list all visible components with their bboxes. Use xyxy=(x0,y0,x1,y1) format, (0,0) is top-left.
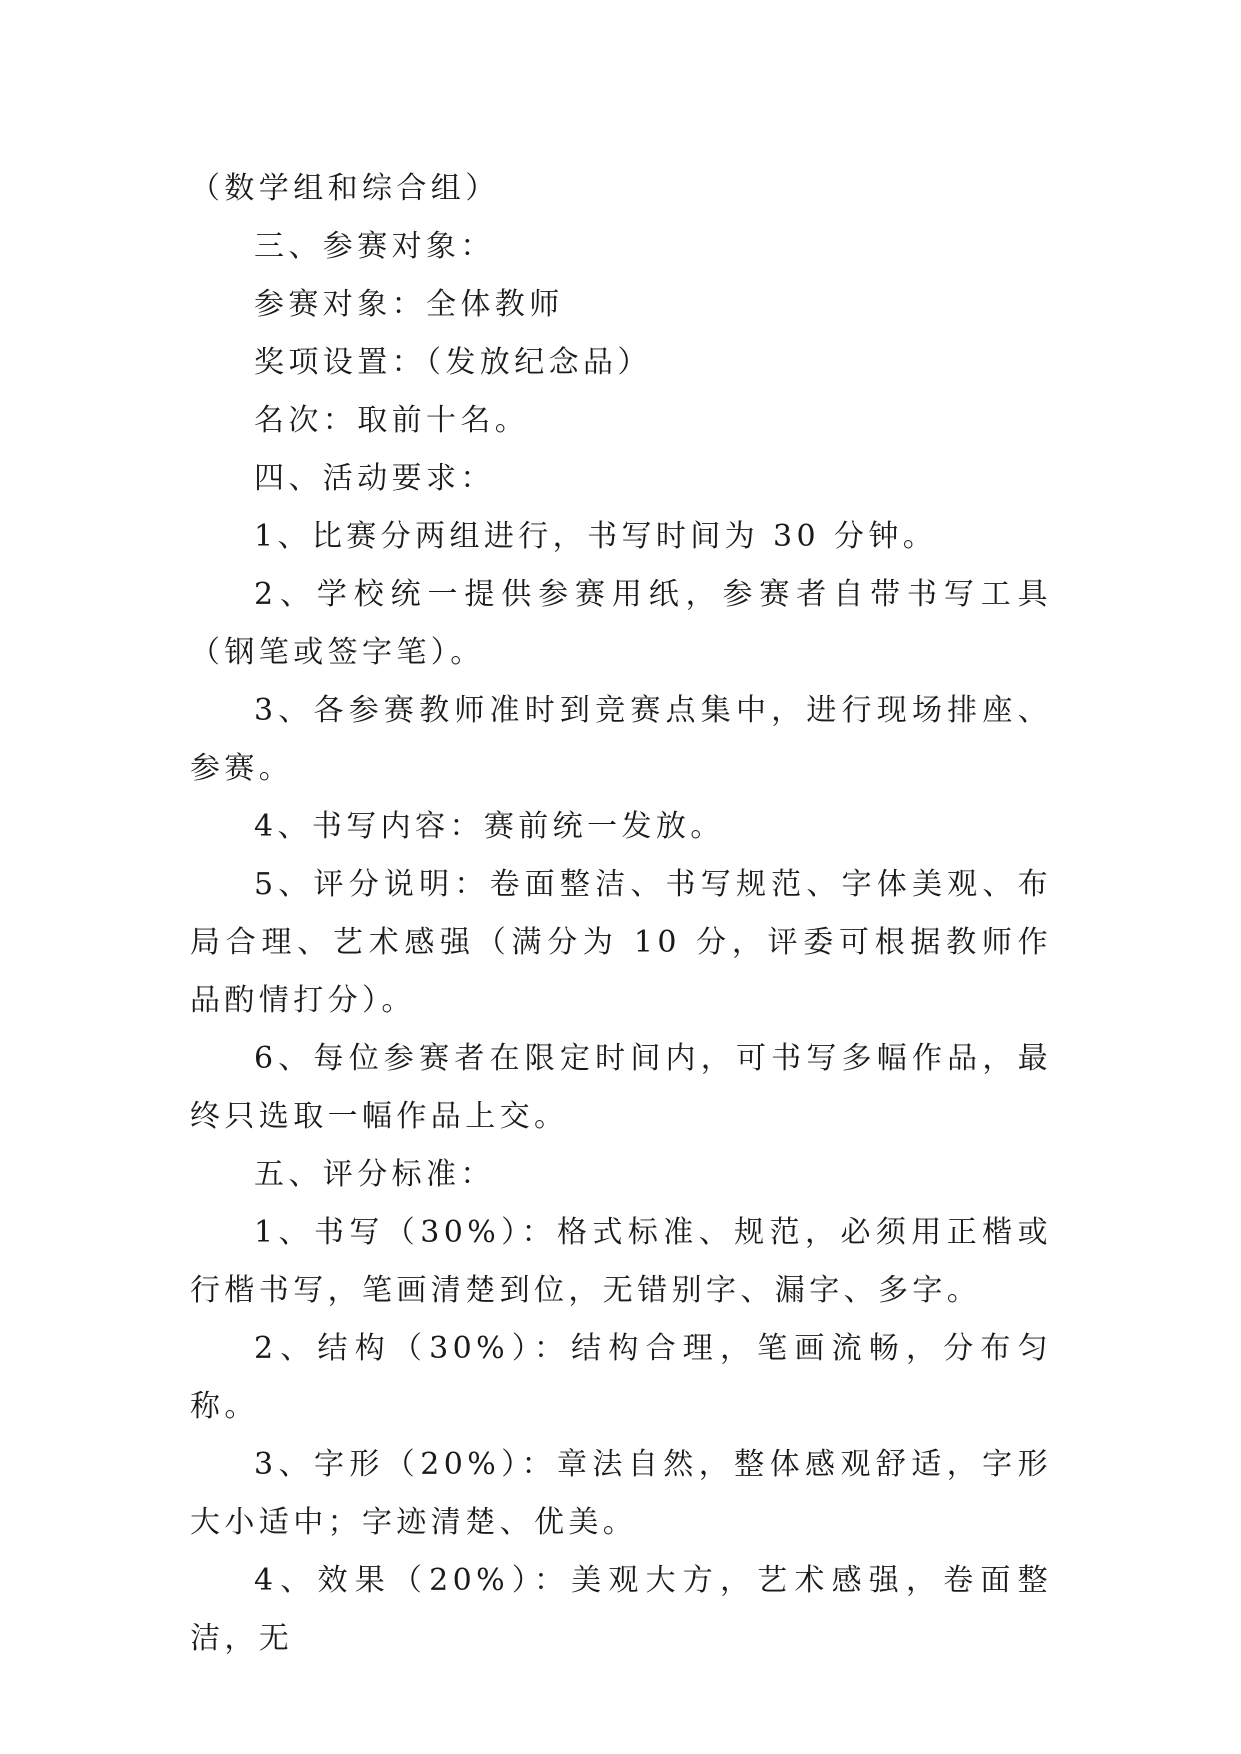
criteria-item-3: 3、字形（20%）：章法自然，整体感观舒适，字形大小适中；字迹清楚、优美。 xyxy=(190,1447,1052,1540)
requirement-item-3: 3、各参赛教师准时到竞赛点集中，进行现场排座、参赛。 xyxy=(190,693,1052,786)
paragraph-group-note: （数学组和综合组） xyxy=(190,171,500,206)
requirement-item-1: 1、比赛分两组进行，书写时间为 30 分钟。 xyxy=(254,519,938,554)
requirement-item-4: 4、书写内容：赛前统一发放。 xyxy=(254,809,725,844)
requirement-item-6: 6、每位参赛者在限定时间内，可书写多幅作品，最终只选取一幅作品上交。 xyxy=(190,1041,1052,1134)
heading-requirements: 四、活动要求： xyxy=(254,461,495,496)
heading-participants: 三、参赛对象： xyxy=(254,229,495,264)
criteria-item-1: 1、书写（30%）：格式标准、规范，必须用正楷或行楷书写，笔画清楚到位，无错别字、漏字、多字。 xyxy=(190,1215,1052,1308)
requirement-item-5: 5、评分说明：卷面整洁、书写规范、字体美观、布局合理、艺术感强（满分为 10 分，评委可根据教师作品酌情打分）。 xyxy=(190,867,1052,1018)
paragraph-participants: 参赛对象：全体教师 xyxy=(254,287,564,322)
paragraph-awards: 奖项设置：（发放纪念品） xyxy=(254,345,652,380)
paragraph-ranking: 名次：取前十名。 xyxy=(254,403,530,438)
criteria-item-4: 4、效果（20%）：美观大方，艺术感强，卷面整洁，无 xyxy=(190,1563,1052,1656)
criteria-item-2: 2、结构（30%）：结构合理，笔画流畅，分布匀称。 xyxy=(190,1331,1052,1424)
heading-scoring-criteria: 五、评分标准： xyxy=(254,1157,495,1192)
requirement-item-2: 2、学校统一提供参赛用纸，参赛者自带书写工具（钢笔或签字笔）。 xyxy=(190,577,1052,670)
document-body xyxy=(190,160,1052,1668)
